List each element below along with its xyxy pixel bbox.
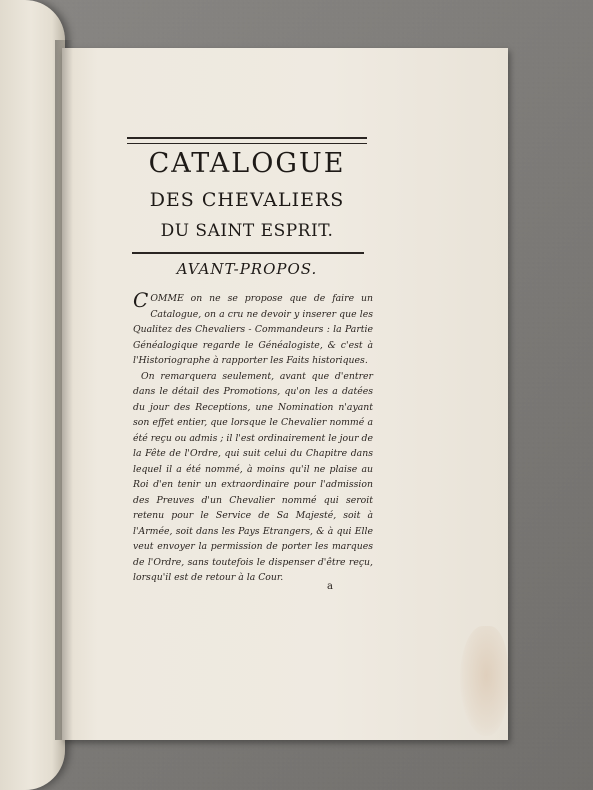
paper-stain <box>460 626 508 736</box>
paragraph-1-text: OMME on ne se propose que de faire un Catalogue, on a cru ne devoir y inserer que les Qualitez des Chevaliers - Commandeurs : la Partie Généalogique regarde le Généalogiste, & c'est à l'Historiographe à rapporter les Faits historiques. <box>133 293 373 366</box>
book-page <box>62 48 508 740</box>
title-line-1: CATALOGUE <box>148 148 346 179</box>
title-line-2: DES CHEVALIERS <box>149 189 345 211</box>
title-line-3: DU SAINT ESPRIT. <box>160 221 334 241</box>
signature-mark: a <box>327 581 333 592</box>
body-text <box>133 288 373 586</box>
section-rule <box>132 252 364 254</box>
paragraph-2: On remarquera seulement, avant que d'entrer dans le détail des Promotions, qu'on les a datées du jour des Receptions, une Nomination n'ayant son effet entier, que lorsque le Chevalier nommé a été reçu ou admis ; il l'est ordinairement le jour de la Fête de l'Ordre, qui suit celui du Chapitre dans lequel il a été nommé, à moins qu'il ne plaise au Roi d'en tenir un extraordinaire pour l'admission des Preuves d'un Chevalier nommé qui seroit retenu pour le Service de Sa Majesté, soit à l'Armée, soit dans les Pays Etrangers, & à qui Elle veut envoyer la permission de porter les marques de l'Ordre, sans toutefois le dispenser d'être reçu, lorsqu'il est de retour à la Cour. <box>133 370 373 583</box>
section-heading: AVANT-PROPOS. <box>176 260 318 278</box>
spine-shadow <box>55 40 73 740</box>
paragraph-1 <box>133 288 373 369</box>
drop-cap: C <box>133 288 149 312</box>
top-double-rule <box>127 137 367 144</box>
